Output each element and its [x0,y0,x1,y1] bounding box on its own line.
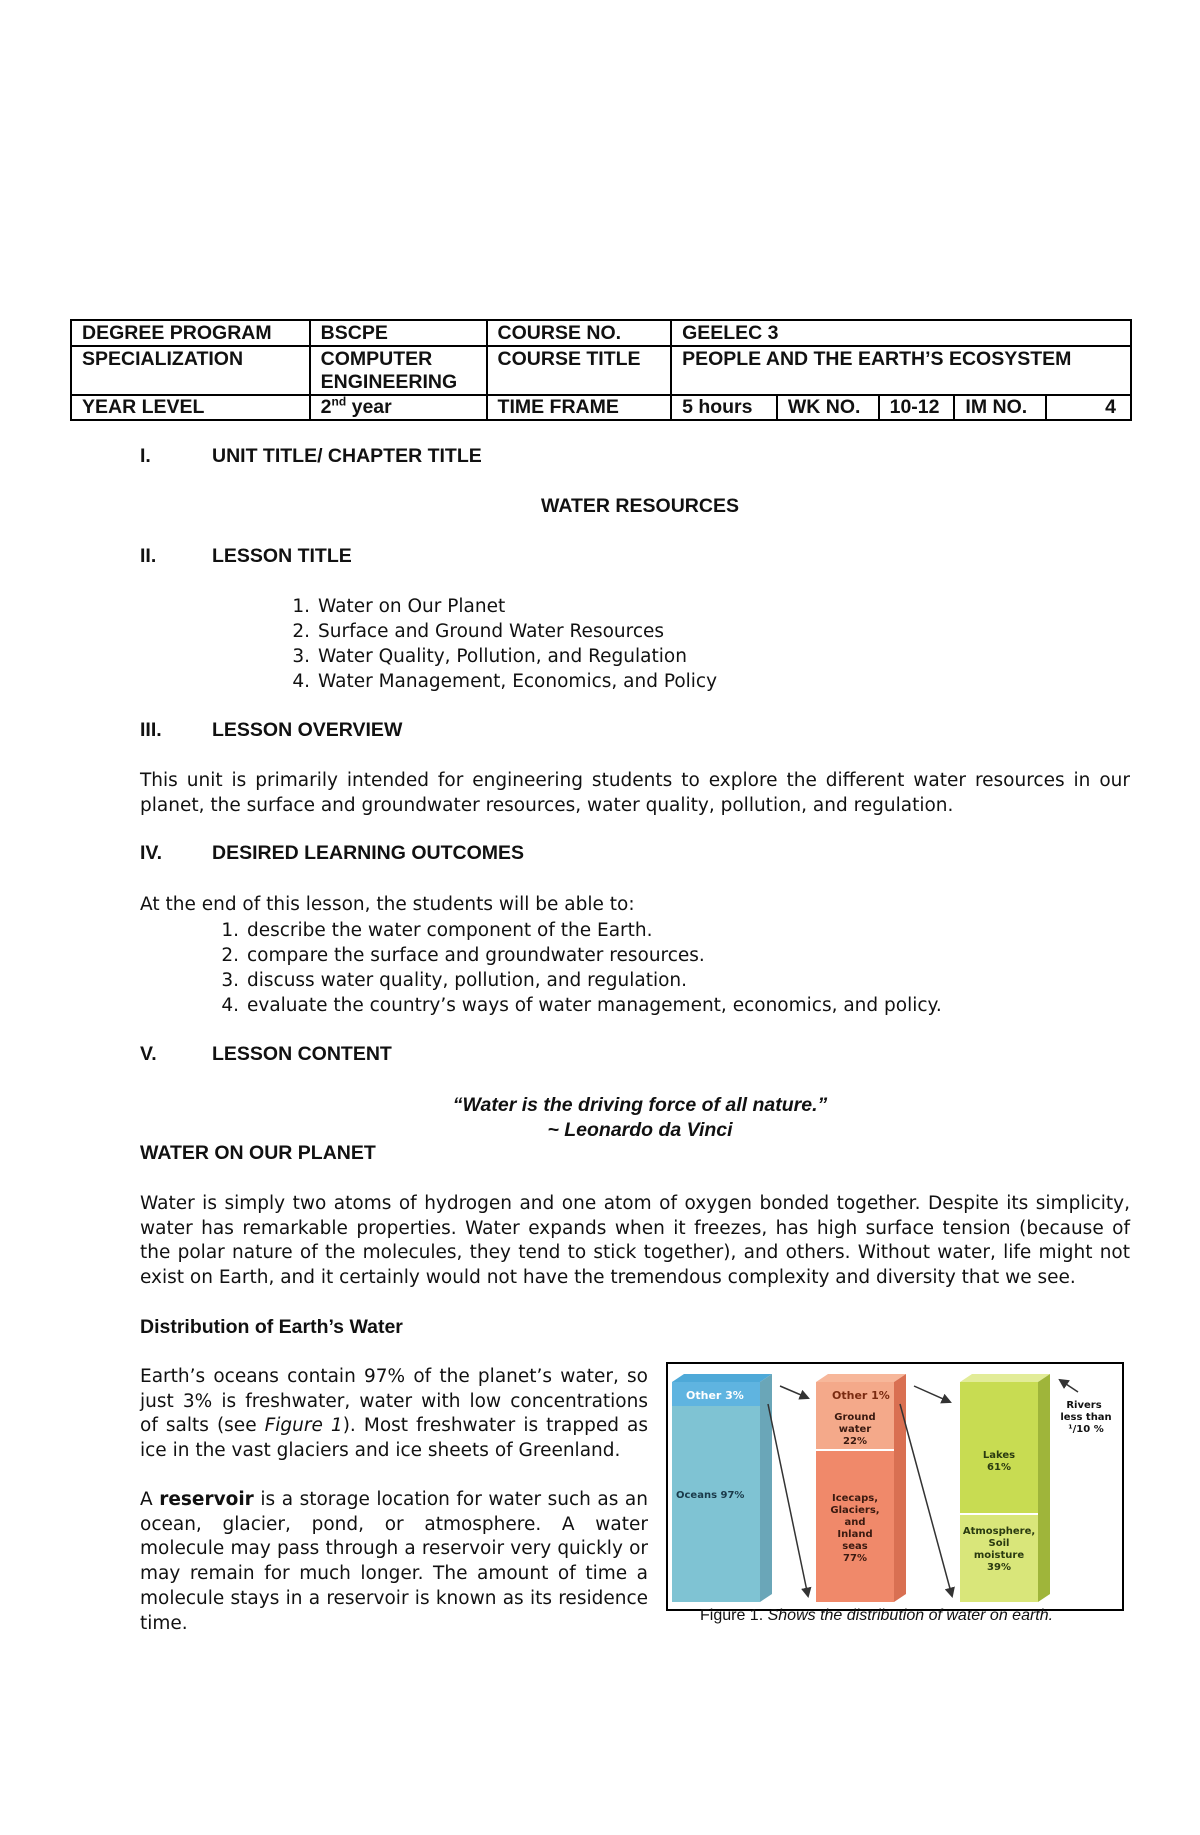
list-number: 2. [221,945,239,966]
wk-no-value: 10-12 [879,395,955,420]
year-word: year [346,396,392,418]
list-item [292,669,718,694]
section-title: LESSON TITLE [212,545,352,567]
outcomes-list [221,918,942,1018]
section-number: I. [140,445,151,467]
list-item [292,644,717,669]
section-heading-lesson-overview [140,719,402,742]
label-atmosphere: Soil [988,1538,1010,1549]
wk-no-label: WK NO. [777,395,879,420]
caption-label: Figure 1. [700,1607,768,1624]
time-frame-value: 5 hours [671,395,777,420]
label-icecaps: Inland [837,1529,873,1540]
label-lakes: Lakes [982,1450,1016,1461]
text-run: ). Most freshwater is trapped as ice in the vast glaciers and ice sheets of Greenland. [140,1415,649,1462]
distribution-paragraph [140,1365,648,1464]
time-frame-label: TIME FRAME [487,395,672,420]
label-rivers-pct: ¹/10 % [1068,1424,1104,1435]
quote-text: “Water is the driving force of all nature.” [452,1094,828,1116]
outcomes-intro: At the end of this lesson, the students will be able to: [140,894,635,915]
specialization-label: SPECIALIZATION [71,346,310,395]
text-run: is a storage location for water such as an ocean, glacier, pond, or atmosphere. A water molecule may pass through a reservoir very quickly or may remain for much longer. The amount of time a molecule stays in a reservoir is known as its residence time. [140,1489,648,1634]
section-title: LESSON CONTENT [212,1043,392,1065]
oceans-column [672,1374,772,1602]
list-item [292,594,717,619]
list-item [292,619,717,644]
section-title: DESIRED LEARNING OUTCOMES [212,842,525,864]
year-level-label: YEAR LEVEL [71,395,310,420]
label-oceans-97: Oceans 97% [676,1490,745,1501]
list-text: Water on Our Planet [318,596,506,617]
freshwater-column [816,1374,906,1602]
overview-paragraph: This unit is primarily intended for engineering students to explore the different water resources in our planet, the surface and groundwater resources, water quality, pollution, and regulation. [140,770,1130,816]
label-groundwater: Ground [834,1412,876,1423]
lakes-segment [960,1382,1038,1514]
section-heading-lesson-content [140,1043,392,1066]
section-number: IV. [140,842,163,864]
label-icecaps-pct: 77% [843,1553,867,1564]
content-heading: WATER ON OUR PLANET [140,1142,376,1164]
year-level-value [310,395,487,420]
im-no-label: IM NO. [954,395,1046,420]
list-item [221,968,942,993]
surface-water-column [960,1374,1050,1602]
text-run: Earth’s oceans contain 97% of the planet’s water, so just 3% is freshwater, water with low concentrations of salts (see [140,1366,648,1437]
list-item [221,943,942,968]
degree-program-value: BSCPE [310,320,487,346]
course-info-table [70,319,1132,421]
course-no-label: COURSE NO. [487,320,672,346]
intro-paragraph: Water is simply two atoms of hydrogen and one atom of oxygen bonded together. Despite its simplicity, water has remarkable properties. Water expands when it freezes, has high surface tension (because of the polar nature of the molecules, they tend to stick together), and others. Without water, life might not exist on Earth, and it certainly would not have the tremendous complexity and diversity that we see. [140,1193,1130,1288]
label-rivers: less than [1060,1412,1112,1423]
label-atmosphere-pct: 39% [987,1562,1011,1573]
quote-author: ~ Leonardo da Vinci [547,1119,733,1141]
list-text: compare the surface and groundwater resources. [247,945,705,966]
caption-text: Shows the distribution of water on earth. [767,1607,1054,1624]
table-row [71,346,1131,395]
label-icecaps: and [844,1517,866,1528]
section-title: UNIT TITLE/ CHAPTER TITLE [212,445,482,467]
label-icecaps: Icecaps, [831,1493,879,1504]
section-number: II. [140,545,157,567]
label-groundwater: water [838,1424,872,1435]
specialization-line1: COMPUTER [320,348,433,370]
list-number: 1. [292,596,310,617]
section-heading-lesson-title [140,545,352,568]
section-number: III. [140,719,162,741]
list-number: 3. [221,970,239,991]
list-text: evaluate the country’s ways of water management, economics, and policy. [247,995,942,1016]
figure-caption [700,1607,1053,1625]
course-title-label: COURSE TITLE [487,346,672,395]
specialization-value [310,346,487,395]
label-icecaps: seas [842,1541,868,1552]
im-no-value: 4 [1046,395,1131,420]
list-text: Water Management, Economics, and Policy [318,671,718,692]
section-heading-learning-outcomes [140,842,524,865]
list-number: 3. [292,646,310,667]
quote [0,1093,1200,1143]
list-number: 4. [221,995,239,1016]
list-item [221,993,942,1018]
list-text: Water Quality, Pollution, and Regulation [318,646,687,667]
list-item [221,918,942,943]
list-number: 4. [292,671,310,692]
table-row [71,395,1131,420]
list-text: Surface and Ground Water Resources [318,621,665,642]
water-distribution-image [668,1364,1122,1609]
label-lakes-pct: 61% [987,1462,1011,1473]
section-number: V. [140,1043,157,1065]
year-suffix: nd [331,394,347,409]
list-text: discuss water quality, pollution, and regulation. [247,970,688,991]
degree-program-label: DEGREE PROGRAM [71,320,310,346]
section-title: LESSON OVERVIEW [212,719,403,741]
specialization-line2: ENGINEERING [320,371,458,393]
list-number: 1. [221,920,239,941]
course-no-value: GEELEC 3 [671,320,1131,346]
text-run: A [140,1489,160,1510]
distribution-subheading: Distribution of Earth’s Water [140,1316,403,1338]
table-row [71,320,1131,346]
label-rivers: Rivers [1066,1400,1102,1411]
water-distribution-figure [666,1362,1124,1611]
label-atmosphere: moisture [973,1550,1025,1561]
course-title-value: PEOPLE AND THE EARTH’S ECOSYSTEM [671,346,1131,395]
figure-reference: Figure 1 [264,1415,343,1437]
list-number: 2. [292,621,310,642]
label-atmosphere: Atmosphere, [962,1526,1036,1537]
reservoir-term: reservoir [159,1489,254,1510]
label-icecaps: Glaciers, [830,1505,880,1516]
label-other-1: Other 1% [832,1389,890,1402]
lesson-list [292,594,718,694]
year-number: 2 [320,396,332,418]
label-other-3: Other 3% [686,1389,744,1402]
section-heading-unit-title [140,445,482,468]
unit-title: WATER RESOURCES [541,495,739,517]
oceans-97-segment [672,1406,760,1602]
reservoir-paragraph [140,1488,648,1636]
label-groundwater-pct: 22% [843,1436,867,1447]
list-text: describe the water component of the Earth. [247,920,653,941]
